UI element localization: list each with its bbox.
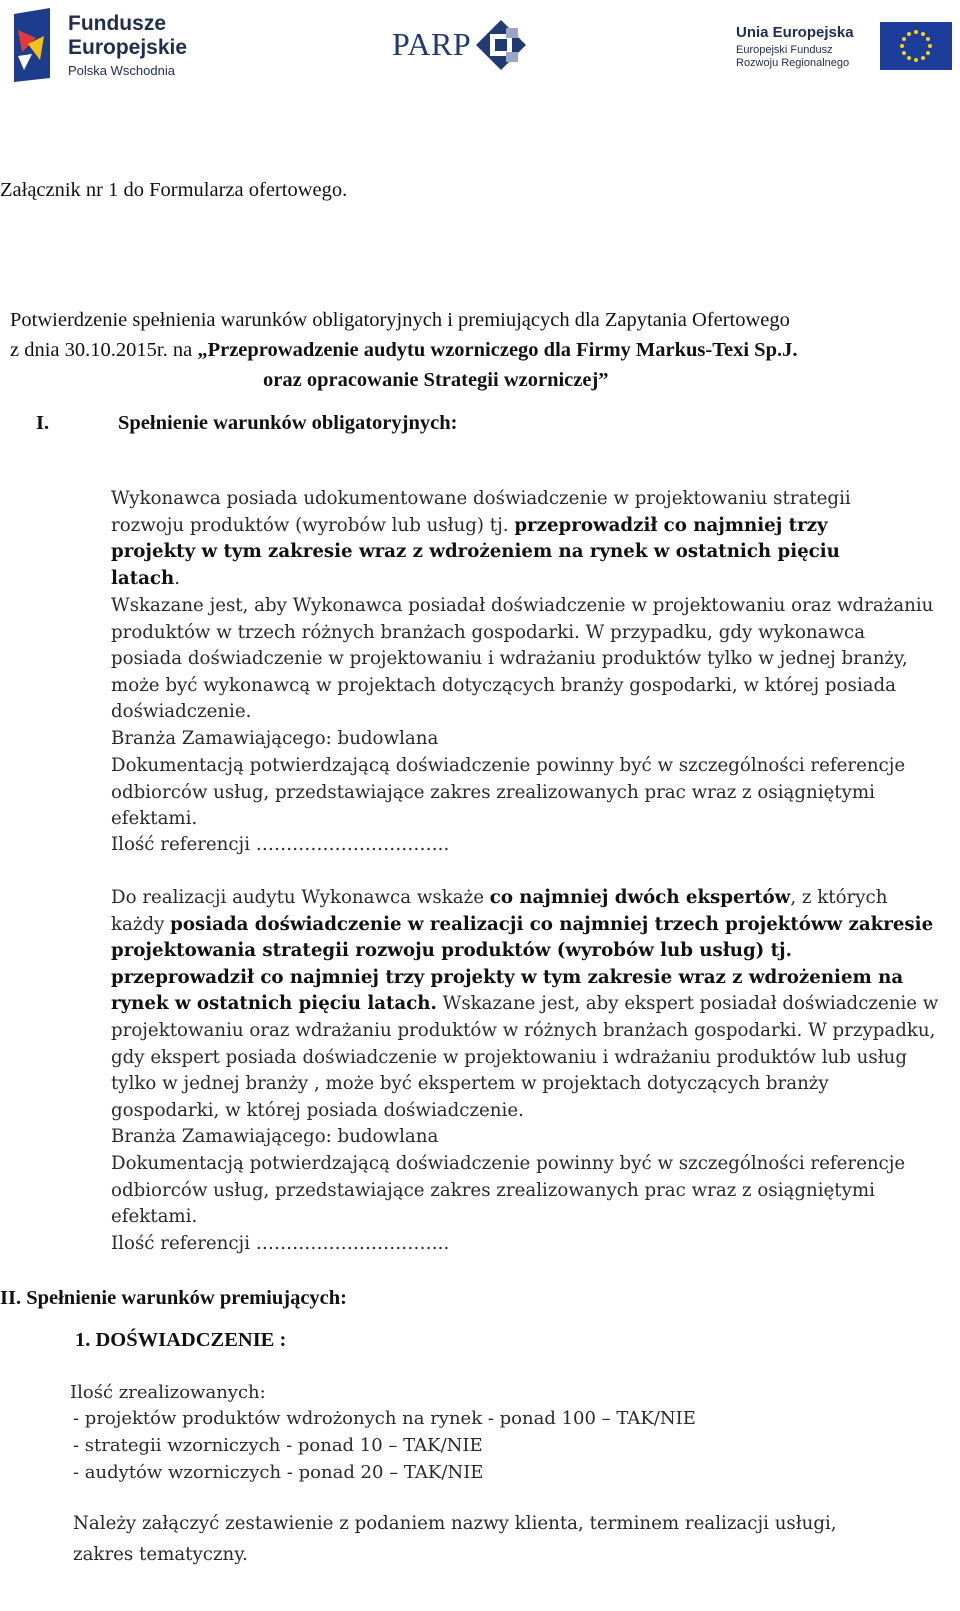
section1-paragraph1 bbox=[111, 486, 911, 592]
section1-branch2: Branża Zamawiającego: budowlana bbox=[111, 1126, 439, 1147]
section2-heading: II. Spełnienie warunków premiujących: bbox=[0, 1287, 348, 1309]
title-line2-normal: z dnia 30.10.2015r. na bbox=[10, 339, 198, 361]
p1-bold: przeprowadził co najmniej trzy projekty w tym zakresie wraz z wdrożeniem na rynek w ostatnich pięciu latach bbox=[111, 514, 840, 589]
parp-logo bbox=[392, 20, 542, 76]
parp-logo-icon bbox=[476, 20, 526, 70]
section1-docs2: Dokumentacją potwierdzającą doświadczenie powinny być w szczególności referencje odbiorców usług, przedstawiające zakres zrealizowanych prac wraz z osiągniętymi efektami. bbox=[111, 1153, 906, 1228]
section2-attach-note: Należy załączyć zestawienie z podaniem nazwy klienta, terminem realizacji usługi, zakres tematyczny. bbox=[73, 1513, 837, 1565]
eu-flag-icon bbox=[880, 22, 952, 70]
fe-logo-line3: Polska Wschodnia bbox=[68, 63, 175, 78]
section1-branch: Branża Zamawiającego: budowlana bbox=[111, 728, 439, 749]
title-line3: oraz opracowanie Strategii wzorniczej” bbox=[263, 369, 609, 391]
section2-subheading: 1. DOŚWIADCZENIE : bbox=[75, 1329, 287, 1351]
section1-paragraph2: Wskazane jest, aby Wykonawca posiadał doświadczenie w projektowaniu oraz wdrażaniu produktów w trzech różnych branżach gospodarki. W przypadku, gdy wykonawca posiada doświadczenie w projektowaniu i wdrażaniu produktów tylko w jednej branży, może być wykonawcą w projektach dotyczących branży gospodarki, w której posiada doświadczenie. bbox=[111, 595, 934, 723]
eu-logo-line3: Rozwoju Regionalnego bbox=[736, 57, 850, 69]
section2-count-label: Ilość zrealizowanych: bbox=[70, 1382, 266, 1403]
section1-docs: Dokumentacją potwierdzającą doświadczenie powinny być w szczególności referencje odbiorców usług, przedstawiające zakres zrealizowanych prac wraz z osiągniętymi efektami. bbox=[111, 755, 906, 830]
p3-a: Do realizacji audytu Wykonawca wskaże bbox=[111, 887, 490, 908]
title-line1: Potwierdzenie spełnienia warunków obligatoryjnych i premiujących dla Zapytania Ofertowego bbox=[10, 309, 790, 331]
section2-item-1: - projektów produktów wdrożonych na rynek - ponad 100 – TAK/NIE bbox=[73, 1408, 696, 1429]
p1-end: . bbox=[174, 567, 180, 589]
section1-refs: Ilość referencji ………………………….. bbox=[111, 834, 450, 855]
fe-logo-icon bbox=[14, 8, 54, 82]
fe-logo-line2: Europejskie bbox=[68, 36, 188, 59]
p3-c: , z których każdy bbox=[111, 887, 888, 935]
fe-logo-line1: Fundusze bbox=[68, 12, 166, 35]
p1-normal: Wykonawca posiada udokumentowane doświadczenie w projektowaniu strategii rozwoju produktów (wyrobów lub usług) tj. bbox=[111, 488, 851, 536]
section2-item-2: - strategii wzorniczych - ponad 10 – TAK/NIE bbox=[73, 1435, 483, 1456]
eu-logo-line2: Europejski Fundusz bbox=[736, 44, 833, 56]
annex-note: Załącznik nr 1 do Formularza ofertowego. bbox=[0, 179, 348, 201]
title-line2-bold: „Przeprowadzenie audytu wzorniczego dla Firmy Markus-Texi Sp.J. bbox=[197, 339, 798, 361]
p3-b: co najmniej dwóch ekspertów bbox=[489, 887, 791, 908]
title-line2 bbox=[10, 340, 797, 361]
fundusze-europejskie-logo bbox=[14, 8, 194, 82]
section1-refs2: Ilość referencji ………………………….. bbox=[111, 1233, 450, 1254]
section1-heading: Spełnienie warunków obligatoryjnych: bbox=[118, 412, 458, 434]
section2-item-3: - audytów wzorniczych - ponad 20 – TAK/NIE bbox=[73, 1462, 484, 1483]
section1-number: I. bbox=[36, 412, 50, 434]
p3-d: posiada doświadczenie w realizacji co najmniej trzech projektóww zakresie projektowania strategii rozwoju produktów (wyrobów lub usług) tj. przeprowadził co najmniej trzy projekty w tym zakresie wraz z wdrożeniem na rynek w ostatnich pięciu latach. bbox=[111, 913, 934, 1015]
p3-e: Wskazane jest, aby ekspert posiadał doświadczenie w projektowaniu oraz wdrażaniu produktów w różnych branżach gospodarki. W przypadku, gdy ekspert posiada doświadczenie w projektowaniu i wdrażaniu produktów lub usług tylko w jednej branży , może być ekspertem w projektach dotyczących branży gospodarki, w której posiada doświadczenie. bbox=[111, 993, 939, 1121]
eu-logo-line1: Unia Europejska bbox=[736, 24, 854, 41]
eu-logo bbox=[736, 22, 952, 72]
parp-logo-text: PARP bbox=[392, 26, 472, 62]
section1-paragraph3 bbox=[111, 885, 939, 1124]
